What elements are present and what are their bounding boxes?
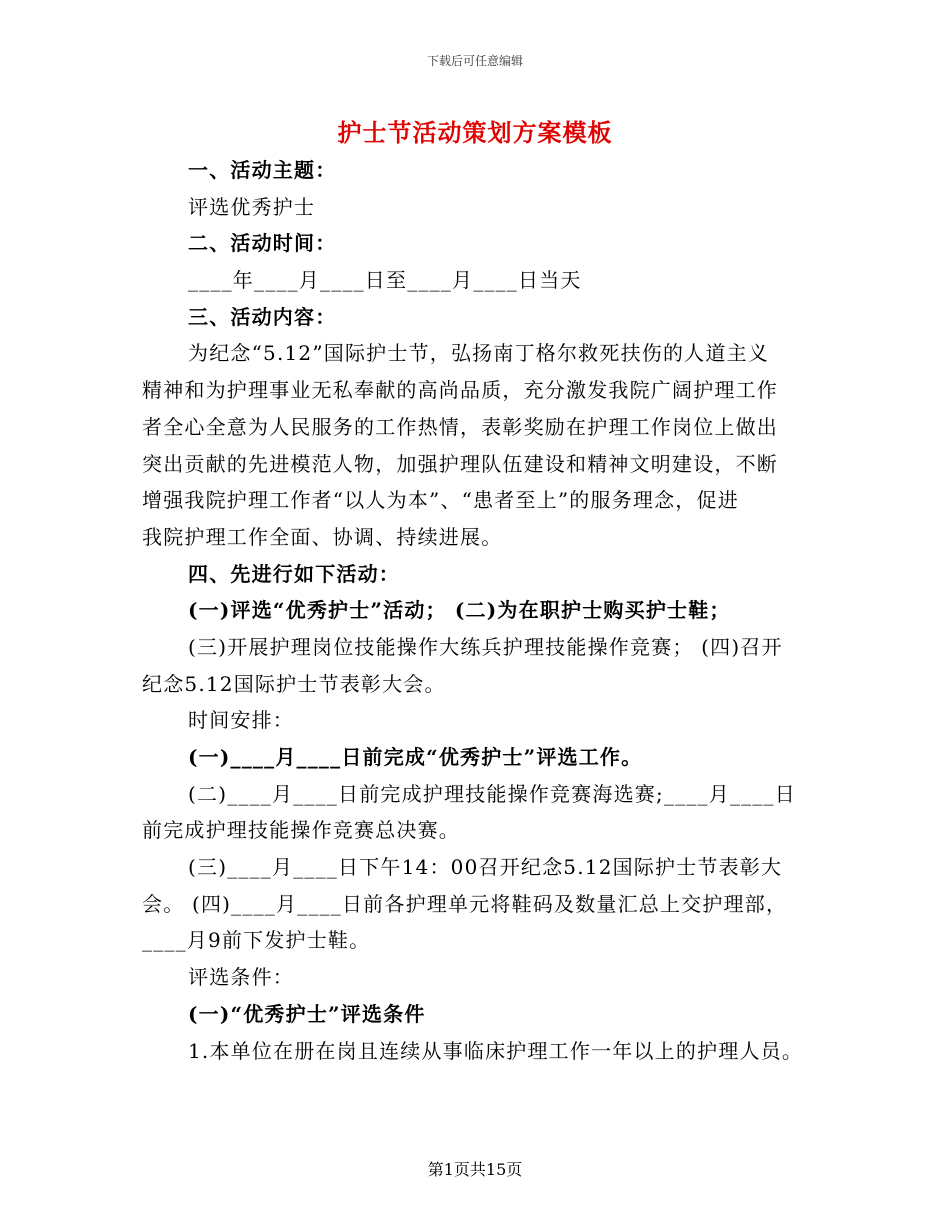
criteria-subheading: (一)“优秀护士”评选条件 <box>188 1001 426 1026</box>
paragraph-content-line: 我院护理工作全面、协调、持续进展。 <box>142 524 503 549</box>
paragraph-content-line: 为纪念“5.12”国际护士节，弘扬南丁格尔救死扶伤的人道主义 <box>188 341 769 366</box>
section-heading-time: 二、活动时间： <box>188 231 337 256</box>
paragraph-content-line: 精神和为护理事业无私奉献的高尚品质，充分激发我院广阔护理工作 <box>142 378 778 403</box>
paragraph-content-line: 突出贡献的先进模范人物，加强护理队伍建设和精神文明建设，不断 <box>142 451 778 476</box>
page-footer: 第1页共15页 <box>427 1160 523 1179</box>
activity-list-line: (三)开展护理岗位技能操作大练兵护理技能操作竞赛； (四)召开 <box>188 634 783 659</box>
criteria-heading: 评选条件： <box>188 965 294 990</box>
activity-list-line: (一)评选“优秀护士”活动； (二)为在职护士购买护士鞋； <box>188 598 731 623</box>
paragraph-theme: 评选优秀护士 <box>188 194 316 219</box>
schedule-item: 前完成护理技能操作竞赛总决赛。 <box>142 818 460 843</box>
schedule-item: (三)____月____日下午14：00召开纪念5.12国际护士节表彰大 <box>188 855 783 880</box>
document-title: 护士节活动策划方案模板 <box>337 118 613 147</box>
section-heading-content: 三、活动内容： <box>188 304 337 329</box>
schedule-item: (二)____月____日前完成护理技能操作竞赛海选赛;____月____日 <box>188 781 796 806</box>
header-note: 下载后可任意编辑 <box>426 54 523 68</box>
paragraph-time: ____年____月____日至____月____日当天 <box>188 268 582 293</box>
activity-list-line: 纪念5.12国际护士节表彰大会。 <box>142 671 446 696</box>
paragraph-content-line: 增强我院护理工作者“以人为本”、“患者至上”的服务理念，促进 <box>142 488 739 513</box>
section-heading-theme: 一、活动主题： <box>188 158 337 182</box>
schedule-heading: 时间安排： <box>188 708 294 733</box>
schedule-item: (一)____月____日前完成“优秀护士”评选工作。 <box>188 745 643 769</box>
section-heading-activities: 四、先进行如下活动： <box>188 561 400 586</box>
criteria-item: 1.本单位在册在岗且连续从事临床护理工作一年以上的护理人员。 <box>188 1038 804 1063</box>
schedule-item: 会。 (四)____月____日前各护理单元将鞋码及数量汇总上交护理部， <box>142 891 788 916</box>
document-body <box>142 152 810 1069</box>
paragraph-content-line: 者全心全意为人民服务的工作热情，表彰奖励在护理工作岗位上做出 <box>142 414 778 439</box>
schedule-item: ____月9前下发护士鞋。 <box>142 928 371 953</box>
